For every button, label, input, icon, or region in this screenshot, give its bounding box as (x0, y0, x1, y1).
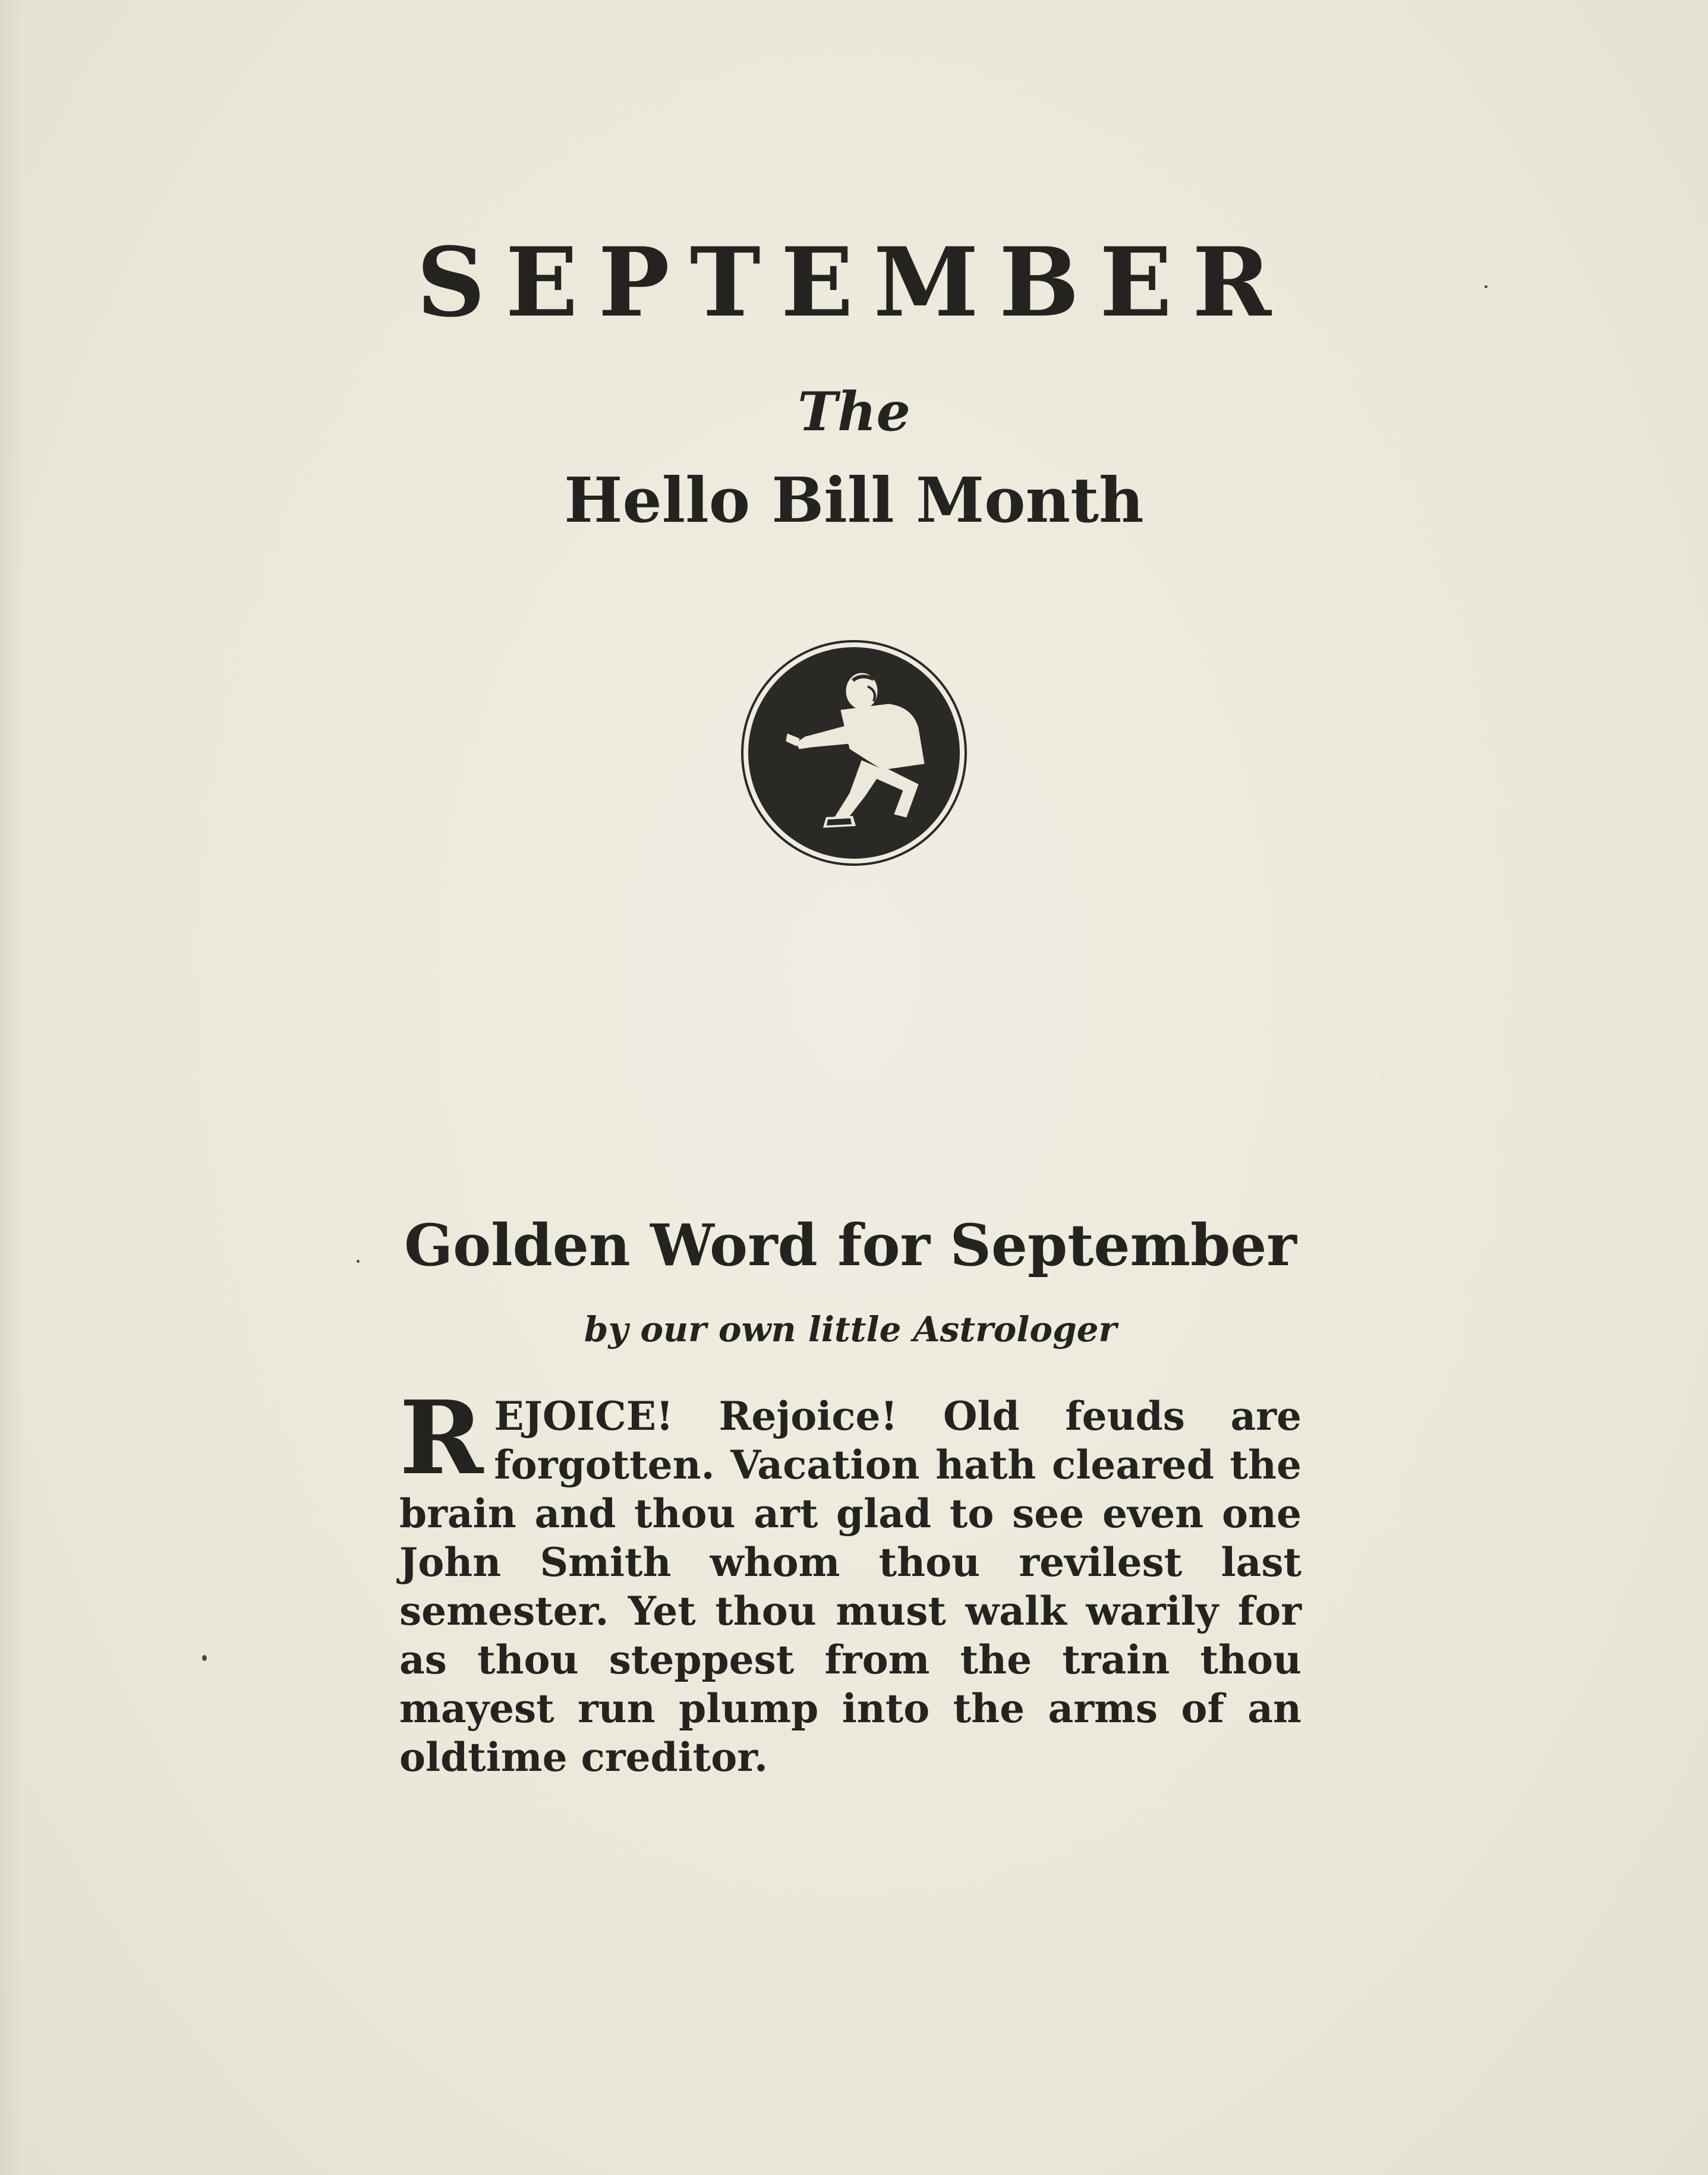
article-byline: by our own little Astrologer (584, 1309, 1117, 1350)
article-body-text: EJOICE! Rejoice! Old feuds are forgotten. Vacation hath cleared the brain and thou art glad to see even one John Smith whom thou revilest last semester. Yet thou must walk warily for as thou steppest from the train thou mayest run plump into the arms of an oldtime creditor. (399, 1393, 1302, 1780)
subtitle-title: Hello Bill Month (564, 464, 1144, 537)
paper-speck (202, 1655, 207, 1661)
paper-speck (357, 1260, 360, 1263)
drop-cap: R (399, 1379, 484, 1498)
subtitle-the: The (798, 380, 910, 443)
month-title: SEPTEMBER (416, 226, 1292, 338)
paper-speck (1485, 285, 1488, 288)
article-body (399, 1379, 1302, 1782)
article-heading: Golden Word for September (404, 1212, 1297, 1279)
running-man-emblem-icon (740, 639, 969, 868)
